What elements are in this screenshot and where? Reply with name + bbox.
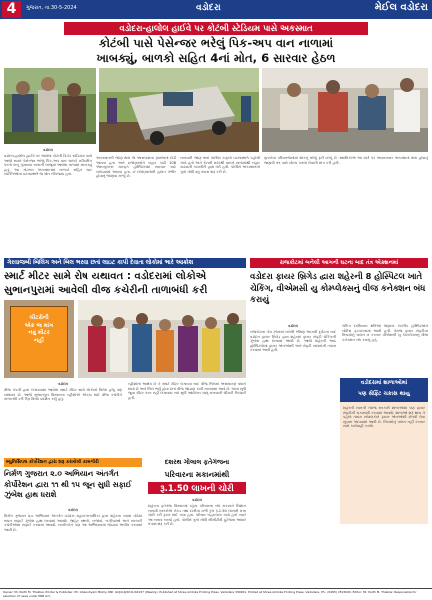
corporation-headline: નિર્મળ ગુજરાત ૨.૦ અભિયાન અંતર્ગત કોર્પોરેશન દ્વારા ૧૧ થી ૧૫ જૂન સુધી સફાઈ ઝુંબેશ હાથ ધરાશે (4, 469, 132, 499)
fire-column-1 (250, 324, 336, 524)
lead-headline-line1: કોટંબી પાસે પેસેન્જર ભરેલું પિક-અપ વાન નાળામાં (98, 36, 334, 50)
lead-column-4 (264, 156, 428, 256)
meter-column-1 (4, 382, 122, 456)
theft-headline (148, 469, 246, 494)
meter-paragraph-2: રહીશોનો આક્ષેપ છે કે સ્માર્ટ મીટર લગાવ્યા બાદ વીજ બિલમાં અસાધારણ વધારો થયો છે અને બિલ ભર્યું હોવા છતાં વીજ જોડાણ કાપી નાખવામાં આવે છે. જ્યાં સુધી જૂના મીટર પરત નહીં લગાવાય ત્યાં સુધી આંદોલન ચાલુ રાખવાની ચીમકી ઉચ્ચારી હતી. (128, 382, 246, 400)
theft-headline-2: રૂ.1.50 લાખની ચોરી (148, 482, 246, 494)
placard (10, 306, 68, 372)
lead-photo-wreck-art (99, 68, 259, 152)
fire-box-headline (340, 378, 428, 402)
fire-paragraph-1: રાજકોટના ગેમ ઝોનમાં બનેલી ભીષણ આગની દુર્ઘટના બાદ વડોદરા ફાયર બ્રિગેડ દ્વારા શહેરમાં ફાયર સેફ્ટી ચેકિંગની ઝુંબેશ હાથ ધરવામાં આવી છે. આજે શહેરની આઠ હોસ્પિટલોમાં ફાયર એનઓસી અને સેફ્ટી સાધનોની તપાસ કરવામાં આવી હતી. (250, 330, 336, 353)
placard-line-1: ચીટરોની (29, 315, 49, 321)
brand-name: મેઈલ વડોદરા (374, 2, 428, 13)
meter-paragraph-1: વીજ કંપની દ્વારા લગાવવામાં આવેલા સ્માર્ટ મીટર સામે લોકોનો વિરોધ હજુ પણ યથાવત છે. આજે સુભાનપુરા વિસ્તારના રહીશોએ એકઠા થઈ વીજ કચેરીને તાળાબંધી કરી ઉગ્ર વિરોધ પ્રદર્શન કર્યું હતું. (4, 388, 122, 402)
lead-paragraph-2: અકસ્માતની જાણ થતાં જ આસપાસના ગ્રામજનો દોડી આવ્યા હતા અને ઇજાગ્રસ્તોને બહાર કાઢી 108 એમ્બ્યુલન્સ મારફતે હોસ્પિટલમાં સારવાર માટે ખસેડવામાં આવ્યા હતા. છ ઇજાગ્રસ્તોની હાલત ગંભીર હોવાનું જાણવા મળ્યું છે. (96, 156, 176, 179)
lead-paragraph-1: વડોદરા-હાલોલ હાઈવે પર આવેલા કોટંબી ક્રિકેટ સ્ટેડિયમ પાસે આજે સવારે પેસેન્જર ભરેલું પિક-અપ વાન ચાલકે સ્ટીયરિંગ પરનો કાબૂ ગુમાવતા રસ્તાની બાજુમાં આવેલા નાળામાં ખાબક્યું હતું. આ ગોઝારા અકસ્માતમાં બાળકો સહિત ચાર વ્યક્તિઓના ઘટનાસ્થળે જ મોત નીપજ્યા હતા. (4, 154, 92, 177)
fire-dateline: વડોદરા (288, 324, 298, 328)
fire-paragraph-2: ચેકિંગ દરમિયાન ક્ષતિઓ જણાતા કેટલીક હોસ્પિટલોને નોટિસ ફટકારવામાં આવી હતી. તેમજ ફાયર સેફ્ટીના નિયમોનું પાલન ન કરનાર વીએમસી યુ કોમ્પ્લેક્સનું વીજ કનેક્શન બંધ કરાયું હતું. (342, 324, 428, 342)
theft-kicker: દશરથ ગોલાલ ફતેગંજના (164, 458, 230, 466)
lead-photo-hospital-art (262, 68, 428, 152)
fire-column-2 (342, 324, 428, 376)
meter-headline-line1: સ્માર્ટ મીટર સામે રોષ યથાવત : વડોદરામાં લોકોએ (4, 271, 207, 282)
lead-paragraph-3: બનાવની જાણ થતાં પોલીસ કાફલો ઘટનાસ્થળે પહોંચી ગયો હતો અને ક્રેનની મદદથી વાનને નાળામાંથી બહાર કાઢવાની કામગીરી હાથ ધરી હતી. પોલીસે અકસ્માતનો ગુનો નોંધી વધુ તપાસ શરૂ કરી છે. (180, 156, 260, 174)
placard-line-3: નવું મીટર (28, 330, 50, 336)
fire-box-headline-1: વડોદરામાં શાળાઓમાં (360, 380, 408, 386)
corporation-paragraph: નિર્મળ ગુજરાત ૨.૦ અભિયાન અંતર્ગત વડોદરા મહાનગરપાલિકા દ્વારા શહેરના તમામ વોર્ડમાં સઘન સફાઈ ઝુંબેશ હાથ ધરવામાં આવશે. જાહેર સ્થળો, બજારો, બગીચાઓ અને સરકારી કચેરીઓમાં સફાઈ કરવામાં આવશે. નાગરિકોને પણ આ અભિયાનમાં જોડાવા અપીલ કરવામાં આવી છે. (4, 514, 142, 532)
masthead (0, 0, 432, 19)
placard-line-2: એક જ માંગ (24, 322, 54, 329)
corporation-dateline: વડોદરા (68, 508, 78, 512)
lead-headline-line2: ખાબક્યું, બાળકો સહિત 4નાં મોત, 6 સારવાર હેઠળ (96, 51, 336, 65)
meter-dateline: વડોદરા (58, 382, 68, 386)
meter-photo-protest (4, 300, 74, 378)
lead-column-3 (180, 156, 260, 256)
meter-band: ગેરવાજબી બિલિંગ અને બિલ ભરવા છતાં લાઇટ કાપી દેવાતા લોકોમાં ભારે આક્રોશ (4, 258, 246, 268)
meter-photo-crowd-art (78, 300, 246, 378)
fire-headline: વડોદરા ફાયર બ્રિગેડ દ્વારા શહેરની 8 હોસ્પિટલ ખાતે ચેકિંગ, વીએમસી યુ કોમ્પ્લેક્સનું વીજ કનેક્શન બંધ કરાયું (250, 271, 426, 304)
section-city: વડોદરા (196, 3, 221, 13)
lead-column-2 (96, 156, 176, 256)
meter-headline-line2: સુભાનપુરામાં આવેલી વીજ કચેરીની તાળાબંધી કરી (4, 285, 208, 296)
footer-rule (0, 588, 432, 589)
lead-photo-crowd (4, 68, 96, 144)
lead-photo-hospital (262, 68, 428, 152)
theft-paragraph: શહેરના ફતેગંજ વિસ્તારમાં રહેતા પરિવારના બંધ મકાનને નિશાન બનાવી તસ્કરોએ રોકડ તથા દાગીના મળી કુલ રૂ.1.50 લાખની મત્તા ચોરી કરી ફરાર થઈ ગયા હતા. પરિવાર બહારગામ ગયો હતો ત્યારે આ બનાવ બન્યો હતો. પોલીસે ગુનો નોંધી સીસીટીવી ફૂટેજના આધારે તપાસ શરૂ કરી છે. (148, 504, 246, 527)
lead-headline (4, 36, 428, 66)
fire-box-body: શહેરની ખાનગી તેમજ સરકારી શાળાઓમાં પણ ફાયર સેફ્ટીની ચકાસણી કરવામાં આવશે. શાળાઓ શરૂ થાય તે પહેલાં તમામ સંચાલકોને ફાયર એનઓસી મેળવી લેવા સૂચના આપવામાં આવી છે. નિયમોનું પાલન નહીં કરનાર સામે કાર્યવાહી કરાશે. (343, 406, 425, 429)
theft-dateline: વડોદરા (192, 498, 202, 502)
date-line: ગુજરાત, તા.30-5-2024 (26, 5, 77, 11)
fire-school-box (340, 378, 428, 524)
lead-photo-crowd-art (4, 68, 96, 144)
meter-headline (4, 270, 246, 298)
placard-line-4: નહીં (34, 337, 44, 344)
footer-imprint: Owner: Mr. Parth M. Thakkar. Printer & Publisher: Mr. Ghanshyam Mistry. RNI: GUJGUJ/2011/44107 (Weekly). Published at Shree Ambika Printing Press, Vadodara 390001. Printed at Shree Ambika Printing Press, Vadodara. Ph.: (0265) 2515000. Editor: Mr. Parth M. Thakkar. Responsible for selection of news under PRB Act. (3, 590, 417, 599)
lead-paragraph-4: મૃતકોના પરિવારજનોમાં શોકનું મોજું ફરી વળ્યું છે. સ્થાનિકોએ આ માર્ગ પર અવારનવાર અકસ્માતો થતા હોવાનું જણાવી તંત્ર પાસે યોગ્ય પગલાં લેવાની માંગ કરી હતી. (264, 156, 428, 165)
fire-box-headline-2: પણ સેફ્ટિ ચકાસ થાયુ (358, 391, 410, 397)
meter-photo-crowd (78, 300, 246, 378)
lead-kicker: વડોદરા-હાલોલ હાઈવે પર કોટંબી સ્ટેડિયમ પાસે અકસ્માત (64, 22, 368, 35)
lead-column-1 (4, 148, 92, 256)
theft-headline-1: પરિવારના મકાનમાંથી (164, 470, 230, 479)
lead-dateline: વડોદરા (43, 148, 53, 152)
fire-band: રાજકોટમાં બનેલી આગની ઘટના બાદ તંત્ર એક્શનમાં (250, 258, 428, 268)
page-number: 4 (2, 1, 21, 18)
corporation-column (4, 508, 142, 588)
meter-column-2 (128, 382, 246, 456)
theft-column (148, 498, 246, 588)
corporation-band: મ્યુનિસિપલ કોર્પોરેશન દ્વારા શરૂ કરાયેલી કામગીરી (4, 458, 142, 467)
lead-photo-wreck (99, 68, 259, 152)
